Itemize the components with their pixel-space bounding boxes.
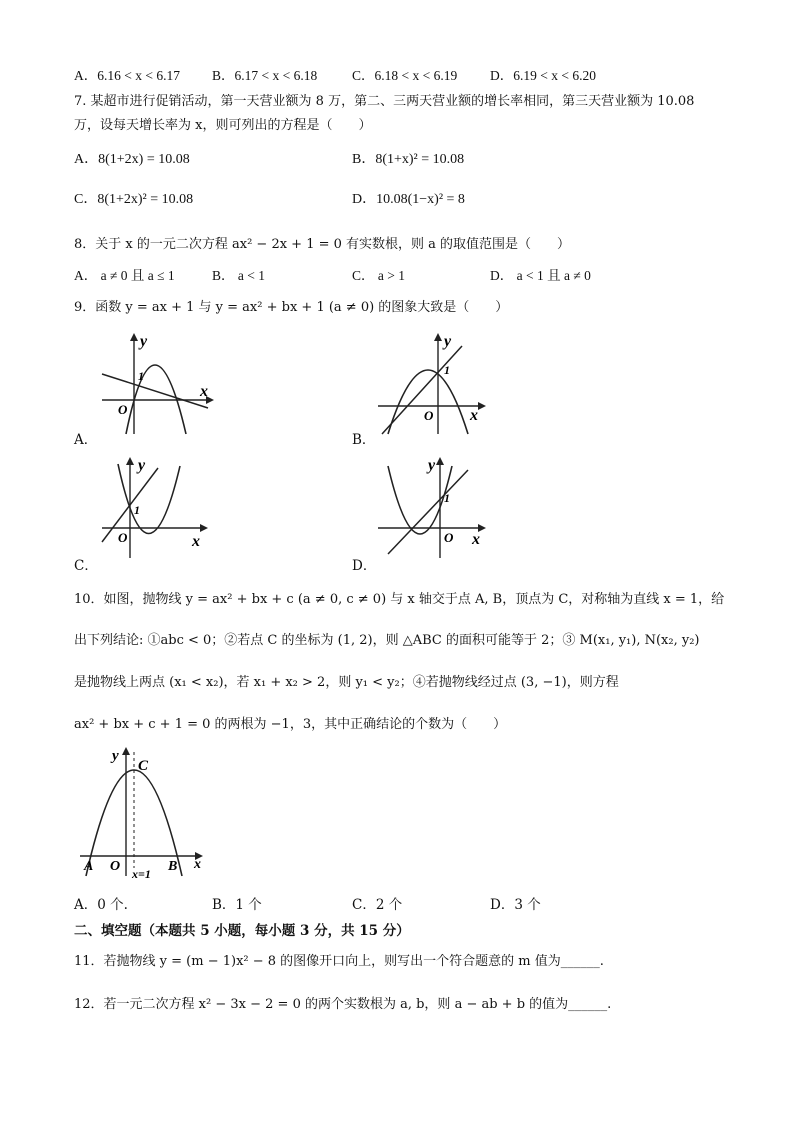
q12-text: 12．若一元二次方程 x² − 3x − 2 = 0 的两个实数根为 a, b，则 a − ab + b 的值为______. [74, 997, 612, 1012]
q9-graph-a [96, 330, 222, 438]
q6-option-b: B．6.17 < x < 6.18 [212, 68, 318, 83]
q6-option-c: C．6.18 < x < 6.19 [352, 68, 458, 83]
q6-option-a: A．6.16 < x < 6.17 [74, 68, 180, 83]
q9-c-y-label: y [138, 457, 146, 474]
q9-a-one: 1 [138, 369, 144, 383]
q10-origin: O [110, 859, 121, 874]
q9-label-a: A． [74, 432, 98, 448]
q9-c-one: 1 [134, 503, 140, 517]
q8-option-c: C． a > 1 [352, 268, 405, 283]
q9-d-origin: O [444, 530, 454, 545]
q9-graph-b [372, 330, 498, 438]
q9-d-x-label: x [472, 531, 480, 548]
q9-c-origin: O [118, 530, 128, 545]
q10-b-label: B [168, 859, 178, 874]
q9-graph-c [96, 454, 222, 562]
q8-option-d: D． a < 1 且 a ≠ 0 [490, 268, 591, 283]
q9-a-origin: O [118, 402, 128, 417]
q10-line2: 出下列结论: ①abc < 0；②若点 C 的坐标为 (1, 2)，则 △ABC 的面积可能等于 2；③ M(x₁, y₁), N(x₂, y₂) [74, 633, 700, 648]
q10-x-label: x [194, 857, 201, 872]
q9-b-origin: O [424, 408, 434, 423]
q9-b-x-label: x [470, 407, 478, 424]
q9-b-one: 1 [444, 363, 450, 377]
q8-option-b: B． a < 1 [212, 268, 265, 283]
q10-axis-label: x=1 [132, 867, 151, 880]
section-2-title: 二、填空题（本题共 5 小题，每小题 3 分，共 15 分） [74, 923, 410, 939]
q8-stem: 8．关于 x 的一元二次方程 ax² − 2x + 1 = 0 有实数根，则 a 的取值范围是（ ） [74, 237, 571, 252]
q8-option-a: A． a ≠ 0 且 a ≤ 1 [74, 268, 175, 283]
q9-stem: 9．函数 y = ax + 1 与 y = ax² + bx + 1 (a ≠ 0) 的图象大致是（ ） [74, 300, 509, 315]
q10-option-c: C．2 个 [352, 897, 403, 913]
q7-option-d: D．10.08(1−x)² = 8 [352, 192, 465, 207]
q9-graph-d [372, 454, 498, 562]
q10-option-b: B．1 个 [212, 897, 262, 913]
q9-a-x-label: x [200, 383, 208, 400]
q9-b-y-label: y [444, 333, 452, 350]
q10-option-a: A．0 个. [74, 897, 128, 913]
q7-option-a: A．8(1+2x) = 10.08 [74, 152, 190, 167]
q9-c-x-label: x [192, 533, 200, 550]
q10-line3: 是抛物线上两点 (x₁ < x₂)，若 x₁ + x₂ > 2，则 y₁ < y₂；④若抛物线经过点 (3, −1)，则方程 [74, 675, 619, 690]
q10-y-label: y [112, 748, 119, 764]
q11-text: 11．若抛物线 y = (m − 1)x² − 8 的图像开口向上，则写出一个符合题意的 m 值为______. [74, 954, 604, 969]
q10-option-d: D．3 个 [490, 897, 541, 913]
q9-d-one: 1 [444, 491, 450, 505]
q10-c-label: C [138, 758, 149, 774]
q9-label-b: B． [352, 432, 376, 448]
q10-graph [76, 744, 216, 880]
q9-label-c: C． [74, 558, 98, 574]
q10-a-label: A [84, 859, 94, 874]
q9-a-y-label: y [140, 333, 148, 350]
q7-option-b: B．8(1+x)² = 10.08 [352, 152, 465, 167]
q7-option-c: C．8(1+2x)² = 10.08 [74, 192, 194, 207]
q7-stem-line2: 万，设每天增长率为 x，则可列出的方程是（ ） [74, 118, 372, 133]
q9-d-y-label: y [428, 457, 436, 474]
q6-option-d: D．6.19 < x < 6.20 [490, 68, 596, 83]
q7-stem-line1: 7. 某超市进行促销活动，第一天营业额为 8 万，第二、三两天营业额的增长率相同，第三天营业额为 10.08 [74, 94, 695, 109]
q10-line4: ax² + bx + c + 1 = 0 的两根为 −1，3，其中正确结论的个数为（ ） [74, 717, 507, 732]
q9-label-d: D． [352, 558, 377, 574]
q10-line1: 10．如图，抛物线 y = ax² + bx + c (a ≠ 0, c ≠ 0) 与 x 轴交于点 A, B，顶点为 C，对称轴为直线 x = 1，给 [74, 592, 725, 607]
